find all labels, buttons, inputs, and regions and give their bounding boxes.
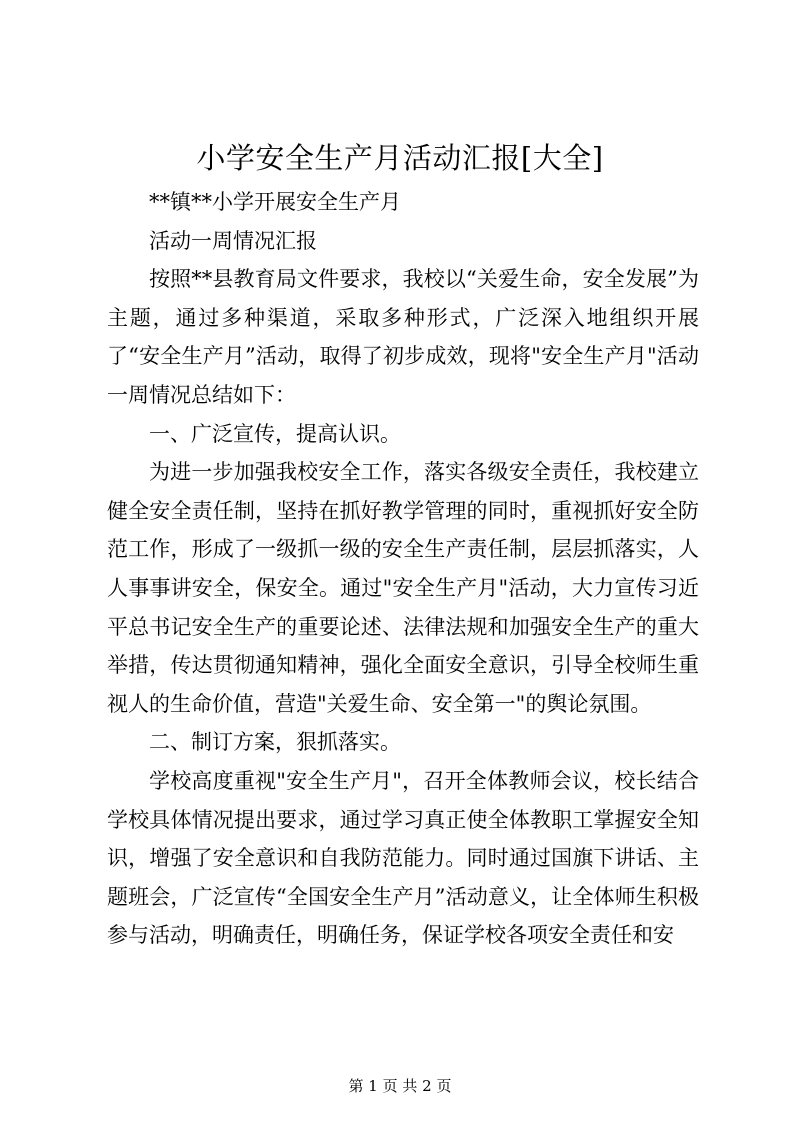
document-title: 小学安全生产月活动汇报[大全]	[196, 141, 604, 175]
paragraph-section-2: 学校高度重视"安全生产月"，召开全体教师会议，校长结合学校具体情况提出要求，通过学习真正使全体教职工掌握安全知识，增强了安全意识和自我防范能力。同时通过国旗下讲话、主题班会，广泛宣传“全国安全生产月”活动意义，让全体师生积极参与活动，明确责任，明确任务，保证学校各项安全责任和安	[107, 768, 699, 948]
paragraph-heading-line-1: **镇**小学开展安全生产月	[149, 190, 401, 214]
section-heading-2: 二、制订方案，狠抓落实。	[149, 730, 401, 755]
paragraph-section-1: 为进一步加强我校安全工作，落实各级安全责任，我校建立健全安全责任制，坚持在抓好教学管理的同时，重视抓好安全防范工作，形成了一级抓一级的安全生产责任制，层层抓落实，人人事事讲安全，保安全。通过"安全生产月"活动，大力宣传习近平总书记安全生产的重要论述、法律法规和加强安全生产的重大举措，传达贯彻通知精神，强化全面安全意识，引导全校师生重视人的生命价值，营造"关爱生命、安全第一"的舆论氛围。	[107, 460, 699, 716]
document-body	[107, 183, 699, 955]
paragraph-heading-line-2: 活动一周情况汇报	[149, 228, 317, 253]
section-heading-1: 一、广泛宣传，提高认识。	[149, 421, 401, 446]
paragraph-intro: 按照**县教育局文件要求，我校以“关爱生命，安全发展”为主题，通过多种渠道，采取多种形式，广泛深入地组织开展了“安全生产月”活动，取得了初步成效，现将"安全生产月"活动一周情况总结如下：	[107, 267, 699, 407]
page-footer: 第 1 页 共 2 页	[348, 1077, 452, 1095]
